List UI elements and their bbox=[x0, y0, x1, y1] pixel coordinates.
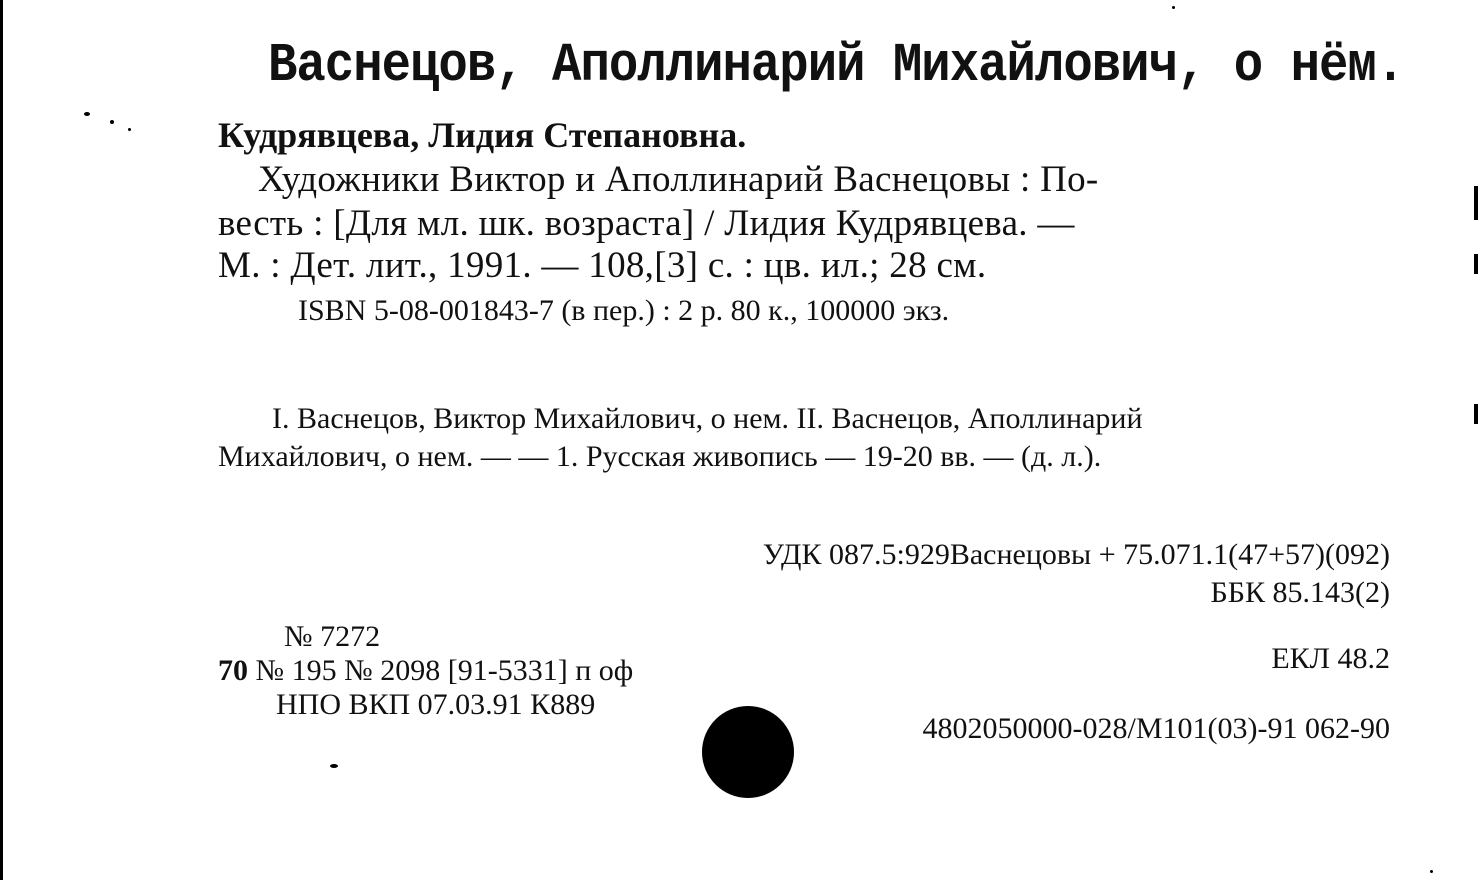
scan-speck bbox=[330, 764, 338, 768]
scan-edge-mark bbox=[1474, 254, 1478, 274]
udk-code: УДК 087.5:929Васнецовы + 75.071.1(47+57)(092) bbox=[762, 538, 1390, 571]
isbn-line: ISBN 5-08-001843-7 (в пер.) : 2 р. 80 к., 100000 экз. bbox=[298, 294, 950, 327]
subject-heading: Васнецов, Аполлинарий Михайлович, о нём. bbox=[268, 34, 1405, 97]
card-number: № 7272 bbox=[284, 620, 381, 653]
order-text: № 195 № 2098 [91-5331] п оф bbox=[255, 654, 634, 687]
publisher-cipher: 4802050000-028/М101(03)-91 062-90 bbox=[922, 712, 1390, 745]
scan-speck bbox=[1430, 870, 1433, 873]
title-line-1: Художники Виктор и Аполлинарий Васнецовы : По- bbox=[258, 159, 1099, 200]
scan-speck bbox=[84, 112, 90, 116]
author-line: Кудрявцева, Лидия Степановна. bbox=[218, 115, 747, 155]
npo-line: НПО ВКП 07.03.91 К889 bbox=[276, 688, 596, 721]
order-line bbox=[218, 654, 633, 688]
bbk-code: ББК 85.143(2) bbox=[1210, 576, 1390, 609]
scan-speck bbox=[1172, 6, 1175, 9]
scan-speck bbox=[128, 128, 131, 131]
card-left-edge bbox=[0, 0, 3, 880]
subjects-line-1: I. Васнецов, Виктор Михайлович, о нем. II. Васнецов, Аполлинарий bbox=[272, 402, 1143, 435]
subjects-line-2: Михайлович, о нем. — — 1. Русская живопись — 19-20 вв. — (д. л.). bbox=[218, 440, 1102, 473]
order-prefix: 70 bbox=[218, 654, 248, 687]
title-line-3: М. : Дет. лит., 1991. — 108,[3] с. : цв. ил.; 28 см. bbox=[218, 245, 987, 286]
title-line-2: весть : [Для мл. шк. возраста] / Лидия Кудрявцева. — bbox=[218, 203, 1075, 244]
ink-blot-stamp bbox=[702, 706, 794, 798]
scan-speck bbox=[110, 120, 114, 124]
ekl-code: ЕКЛ 48.2 bbox=[1271, 642, 1390, 675]
scan-edge-mark bbox=[1474, 404, 1478, 424]
scan-edge-mark bbox=[1474, 186, 1478, 220]
